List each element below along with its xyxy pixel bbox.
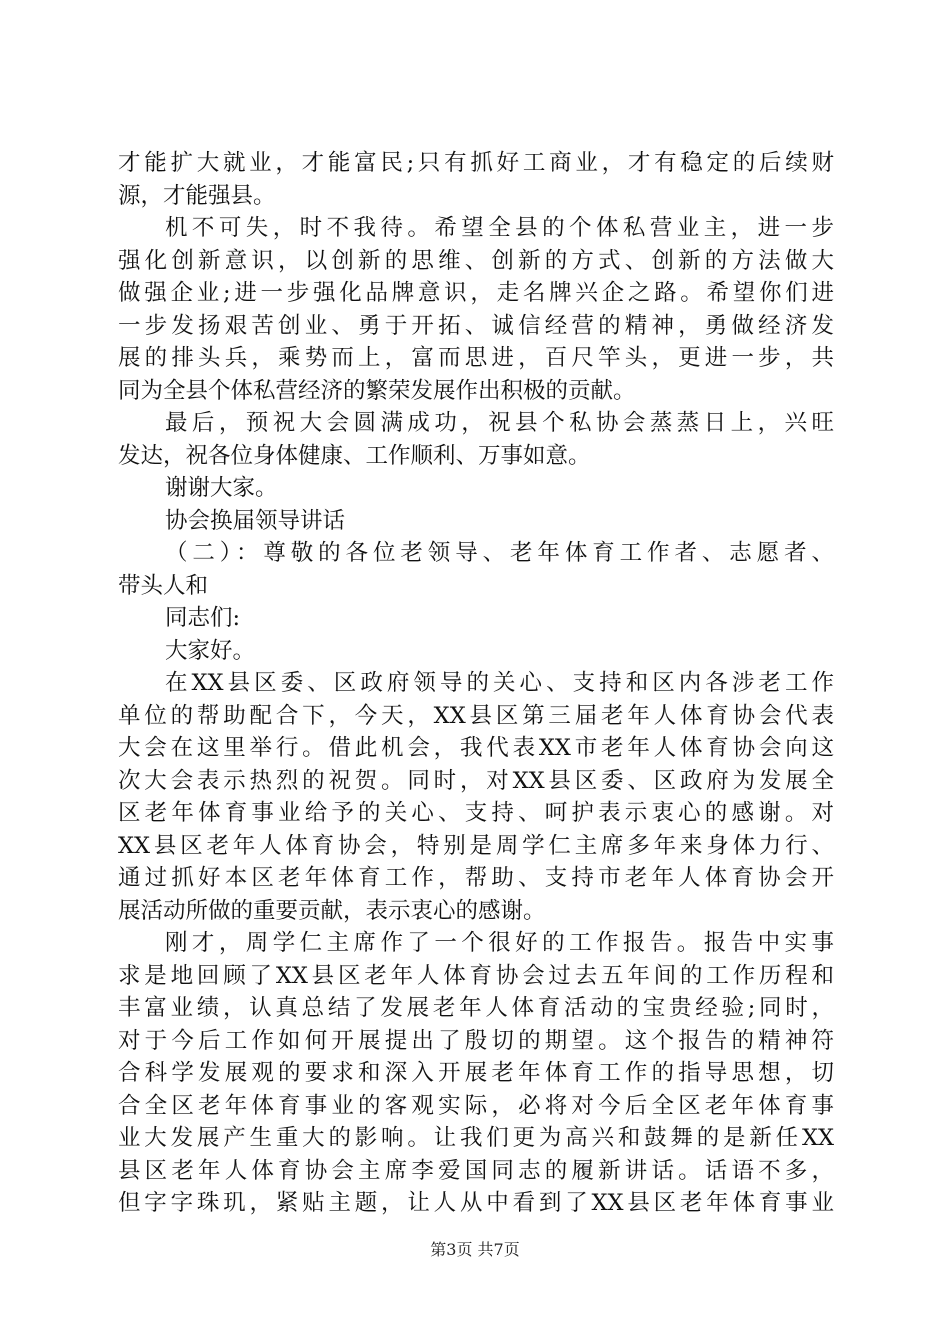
text-line: 县区老年人体育协会主席李爱国同志的履新讲话。话语不多， xyxy=(118,1157,834,1184)
text-line: 次大会表示热烈的祝贺。同时，对XX县区委、区政府为发展全 xyxy=(118,767,834,794)
text-line: 谢谢大家。 xyxy=(165,475,278,501)
text-line: 发达，祝各位身体健康、工作顺利、万事如意。 xyxy=(118,442,591,469)
text-line: 合科学发展观的要求和深入开展老年体育工作的指导思想，切 xyxy=(118,1060,834,1086)
text-line: 通过抓好本区老年体育工作，帮助、支持市老年人体育协会开 xyxy=(118,865,834,891)
text-line: 才能扩大就业，才能富民;只有抓好工商业，才有稳定的后续财 xyxy=(118,150,834,176)
text-line: 对于今后工作如何开展提出了殷切的期望。这个报告的精神符 xyxy=(118,1027,834,1054)
text-line: 同志们: xyxy=(165,605,241,631)
text-line: 求是地回顾了XX县区老年人体育协会过去五年间的工作历程和 xyxy=(118,962,834,989)
text-line: 最后，预祝大会圆满成功，祝县个私协会蒸蒸日上，兴旺 xyxy=(165,410,834,436)
text-line: 但字字珠玑，紧贴主题，让人从中看到了XX县区老年体育事业 xyxy=(118,1190,834,1216)
text-line: 在XX县区委、区政府领导的关心、支持和区内各涉老工作 xyxy=(165,670,834,696)
text-line: XX县区老年人体育协会，特别是周学仁主席多年来身体力行、 xyxy=(118,832,834,859)
page-footer xyxy=(0,1240,950,1260)
text-line: 大会在这里举行。借此机会，我代表XX市老年人体育协会向这 xyxy=(118,735,834,761)
text-line: 刚才，周学仁主席作了一个很好的工作报告。报告中实事 xyxy=(165,930,834,956)
text-line: 强化创新意识，以创新的思维、创新的方式、创新的方法做大 xyxy=(118,247,834,274)
text-line: 展活动所做的重要贡献，表示衷心的感谢。 xyxy=(118,897,546,924)
text-line: 同为全县个体私营经济的繁荣发展作出积极的贡献。 xyxy=(118,377,636,404)
text-line: 单位的帮助配合下，今天，XX县区第三届老年人体育协会代表 xyxy=(118,702,834,729)
text-line: 区老年体育事业给予的关心、支持、呵护表示衷心的感谢。对 xyxy=(118,800,834,826)
text-line: 丰富业绩，认真总结了发展老年人体育活动的宝贵经验;同时， xyxy=(118,995,834,1021)
text-line: 展的排头兵，乘势而上，富而思进，百尺竿头，更进一步，共 xyxy=(118,345,834,371)
text-line: 协会换届领导讲话 xyxy=(165,507,346,534)
text-line: 合全区老年体育事业的客观实际，必将对今后全区老年体育事 xyxy=(118,1092,834,1119)
text-line: （二）：尊敬的各位老领导、老年体育工作者、志愿者、 xyxy=(165,540,834,566)
text-line: 业大发展产生重大的影响。让我们更为高兴和鼓舞的是新任XX xyxy=(118,1125,834,1151)
text-line: 源，才能强县。 xyxy=(118,182,276,209)
text-line: 做强企业;进一步强化品牌意识，走名牌兴企之路。希望你们进 xyxy=(118,280,834,306)
text-line: 机不可失，时不我待。希望全县的个体私营业主，进一步 xyxy=(165,215,834,241)
text-line: 大家好。 xyxy=(165,637,256,664)
text-line: 带头人和 xyxy=(118,572,209,599)
document-body xyxy=(118,147,834,1220)
text-line: 一步发扬艰苦创业、勇于开拓、诚信经营的精神，勇做经济发 xyxy=(118,312,834,339)
page-number-label: 第3页 共7页 xyxy=(430,1240,520,1259)
